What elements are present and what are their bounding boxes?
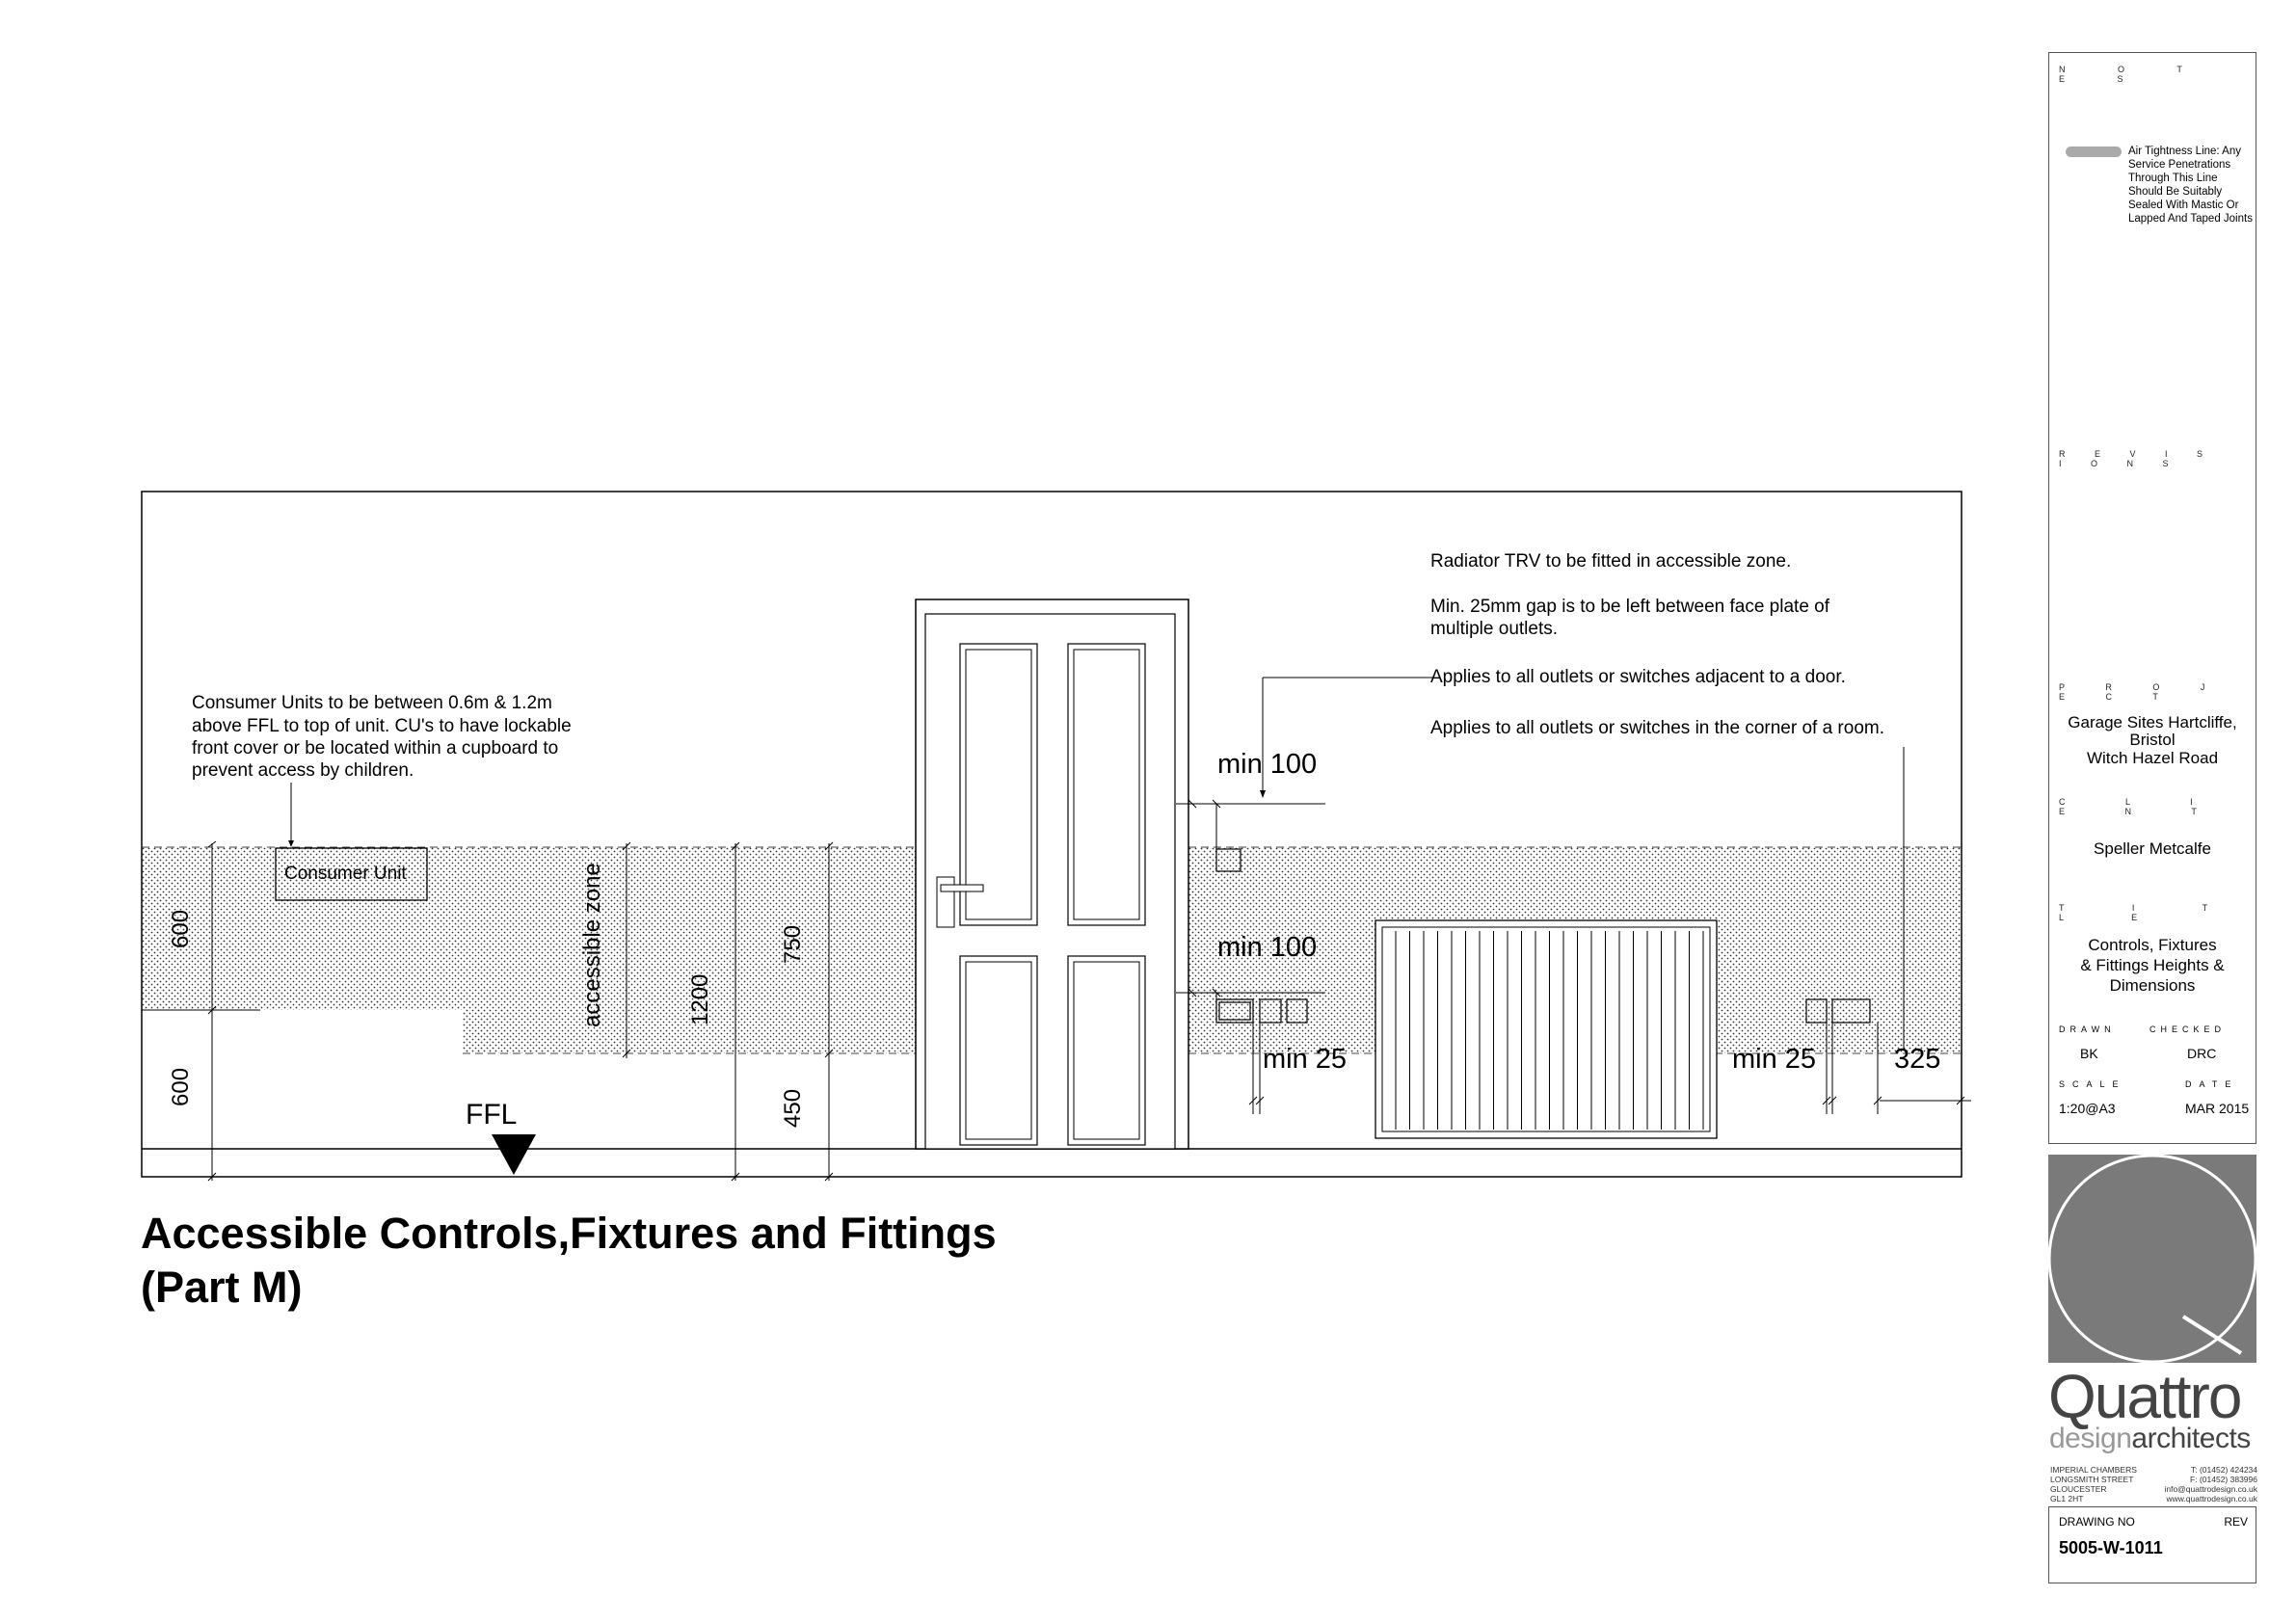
title-label: T I T L E [2059,903,2241,922]
title-block [2048,52,2256,1144]
radiator [1375,920,1717,1138]
ffl-label: FFL [466,1099,518,1131]
sheet-title-line2: (Part M) [141,1263,303,1312]
sheet-title [141,1207,997,1315]
consumer-note [192,693,572,781]
drawn-label: DRAWN [2059,1024,2116,1034]
dim-min25-right: min 25 [1732,1044,1817,1075]
checked-by: DRC [2187,1046,2217,1061]
drawing-no-label: DRAWING NO [2059,1515,2135,1529]
drawn-by: BK [2080,1046,2098,1061]
logo-q-icon [2048,1155,2256,1363]
rev-label: REV [2224,1515,2248,1529]
svg-text:Radiator TRV to be fitted in a: Radiator TRV to be fitted in accessible zone. [1430,551,1792,572]
dim-1200: 1200 [687,973,713,1025]
dim-accessible-zone: accessible zone [579,863,605,1027]
sheet-title-line1: Accessible Controls,Fixtures and Fittings [141,1209,997,1258]
svg-text:Applies to all outlets or swit: Applies to all outlets or switches adjacent to a door. [1430,667,1846,687]
client-label: C L I E N T [2059,797,2226,816]
svg-text:above FFL to top of unit. CU's: above FFL to top of unit. CU's to have lockable [192,716,572,736]
drawing-number-box [2048,1506,2256,1583]
ffl-marker [492,1134,536,1175]
dim-600-bottom: 600 [168,1067,194,1106]
scale-label: SCALE [2059,1079,2126,1089]
quattro-logo [2048,1155,2256,1363]
air-tightness-swatch [2066,146,2122,157]
address: IMPERIAL CHAMBERS LONGSMITH STREET GLOUCESTER GL1 2HT [2050,1465,2137,1503]
dim-450: 450 [780,1088,806,1128]
revisions-label: R E V I S I O N S [2059,449,2217,468]
brand-name: Quattro [2048,1362,2241,1431]
project-name: Garage Sites Hartcliffe, Bristol Witch Hazel Road [2068,713,2237,767]
notes-label: N O T E S [2059,65,2207,84]
dim-600-top: 600 [168,909,194,948]
svg-text:prevent access by children.: prevent access by children. [192,760,414,781]
dim-min100-top: min 100 [1217,749,1318,780]
svg-text:Consumer Units to be between 0: Consumer Units to be between 0.6m & 1.2m [192,693,552,713]
scale: 1:20@A3 [2059,1101,2116,1116]
svg-text:Min. 25mm gap is to be left be: Min. 25mm gap is to be left between face plate of [1430,597,1830,617]
door [916,599,1188,1149]
client-name: Speller Metcalfe [2094,839,2211,858]
project-label: P R O J E C T [2059,682,2225,702]
air-tightness-note: Air Tightness Line: Any Service Penetrations Through This Line Should Be Suitably Sealed With Mastic Or Lapped And Taped Joints [2128,146,2253,225]
date: MAR 2015 [2185,1101,2250,1116]
consumer-unit-label: Consumer Unit [284,864,407,884]
svg-text:front cover or be located with: front cover or be located within a cupboard to [192,738,559,758]
svg-text:multiple outlets.: multiple outlets. [1430,619,1559,639]
dim-750: 750 [780,924,806,964]
date-label: DATE [2185,1079,2239,1089]
right-notes [1430,551,1884,738]
contact-details: T: (01452) 424234 F: (01452) 383996 info@quattrodesign.co.uk www.quattrodesign.co.uk [2164,1465,2257,1503]
dim-min100-mid: min 100 [1217,932,1318,963]
dim-325: 325 [1894,1044,1941,1075]
svg-text:Applies to all outlets or swit: Applies to all outlets or switches in the corner of a room. [1430,718,1885,738]
drawing-number: 5005-W-1011 [2059,1538,2163,1557]
brand-sub: designarchitects [2049,1423,2251,1454]
checked-label: CHECKED [2149,1024,2227,1034]
drawing-title: Controls, Fixtures & Fittings Heights & Dimensions [2080,936,2225,995]
dim-min25-left: min 25 [1263,1044,1348,1075]
